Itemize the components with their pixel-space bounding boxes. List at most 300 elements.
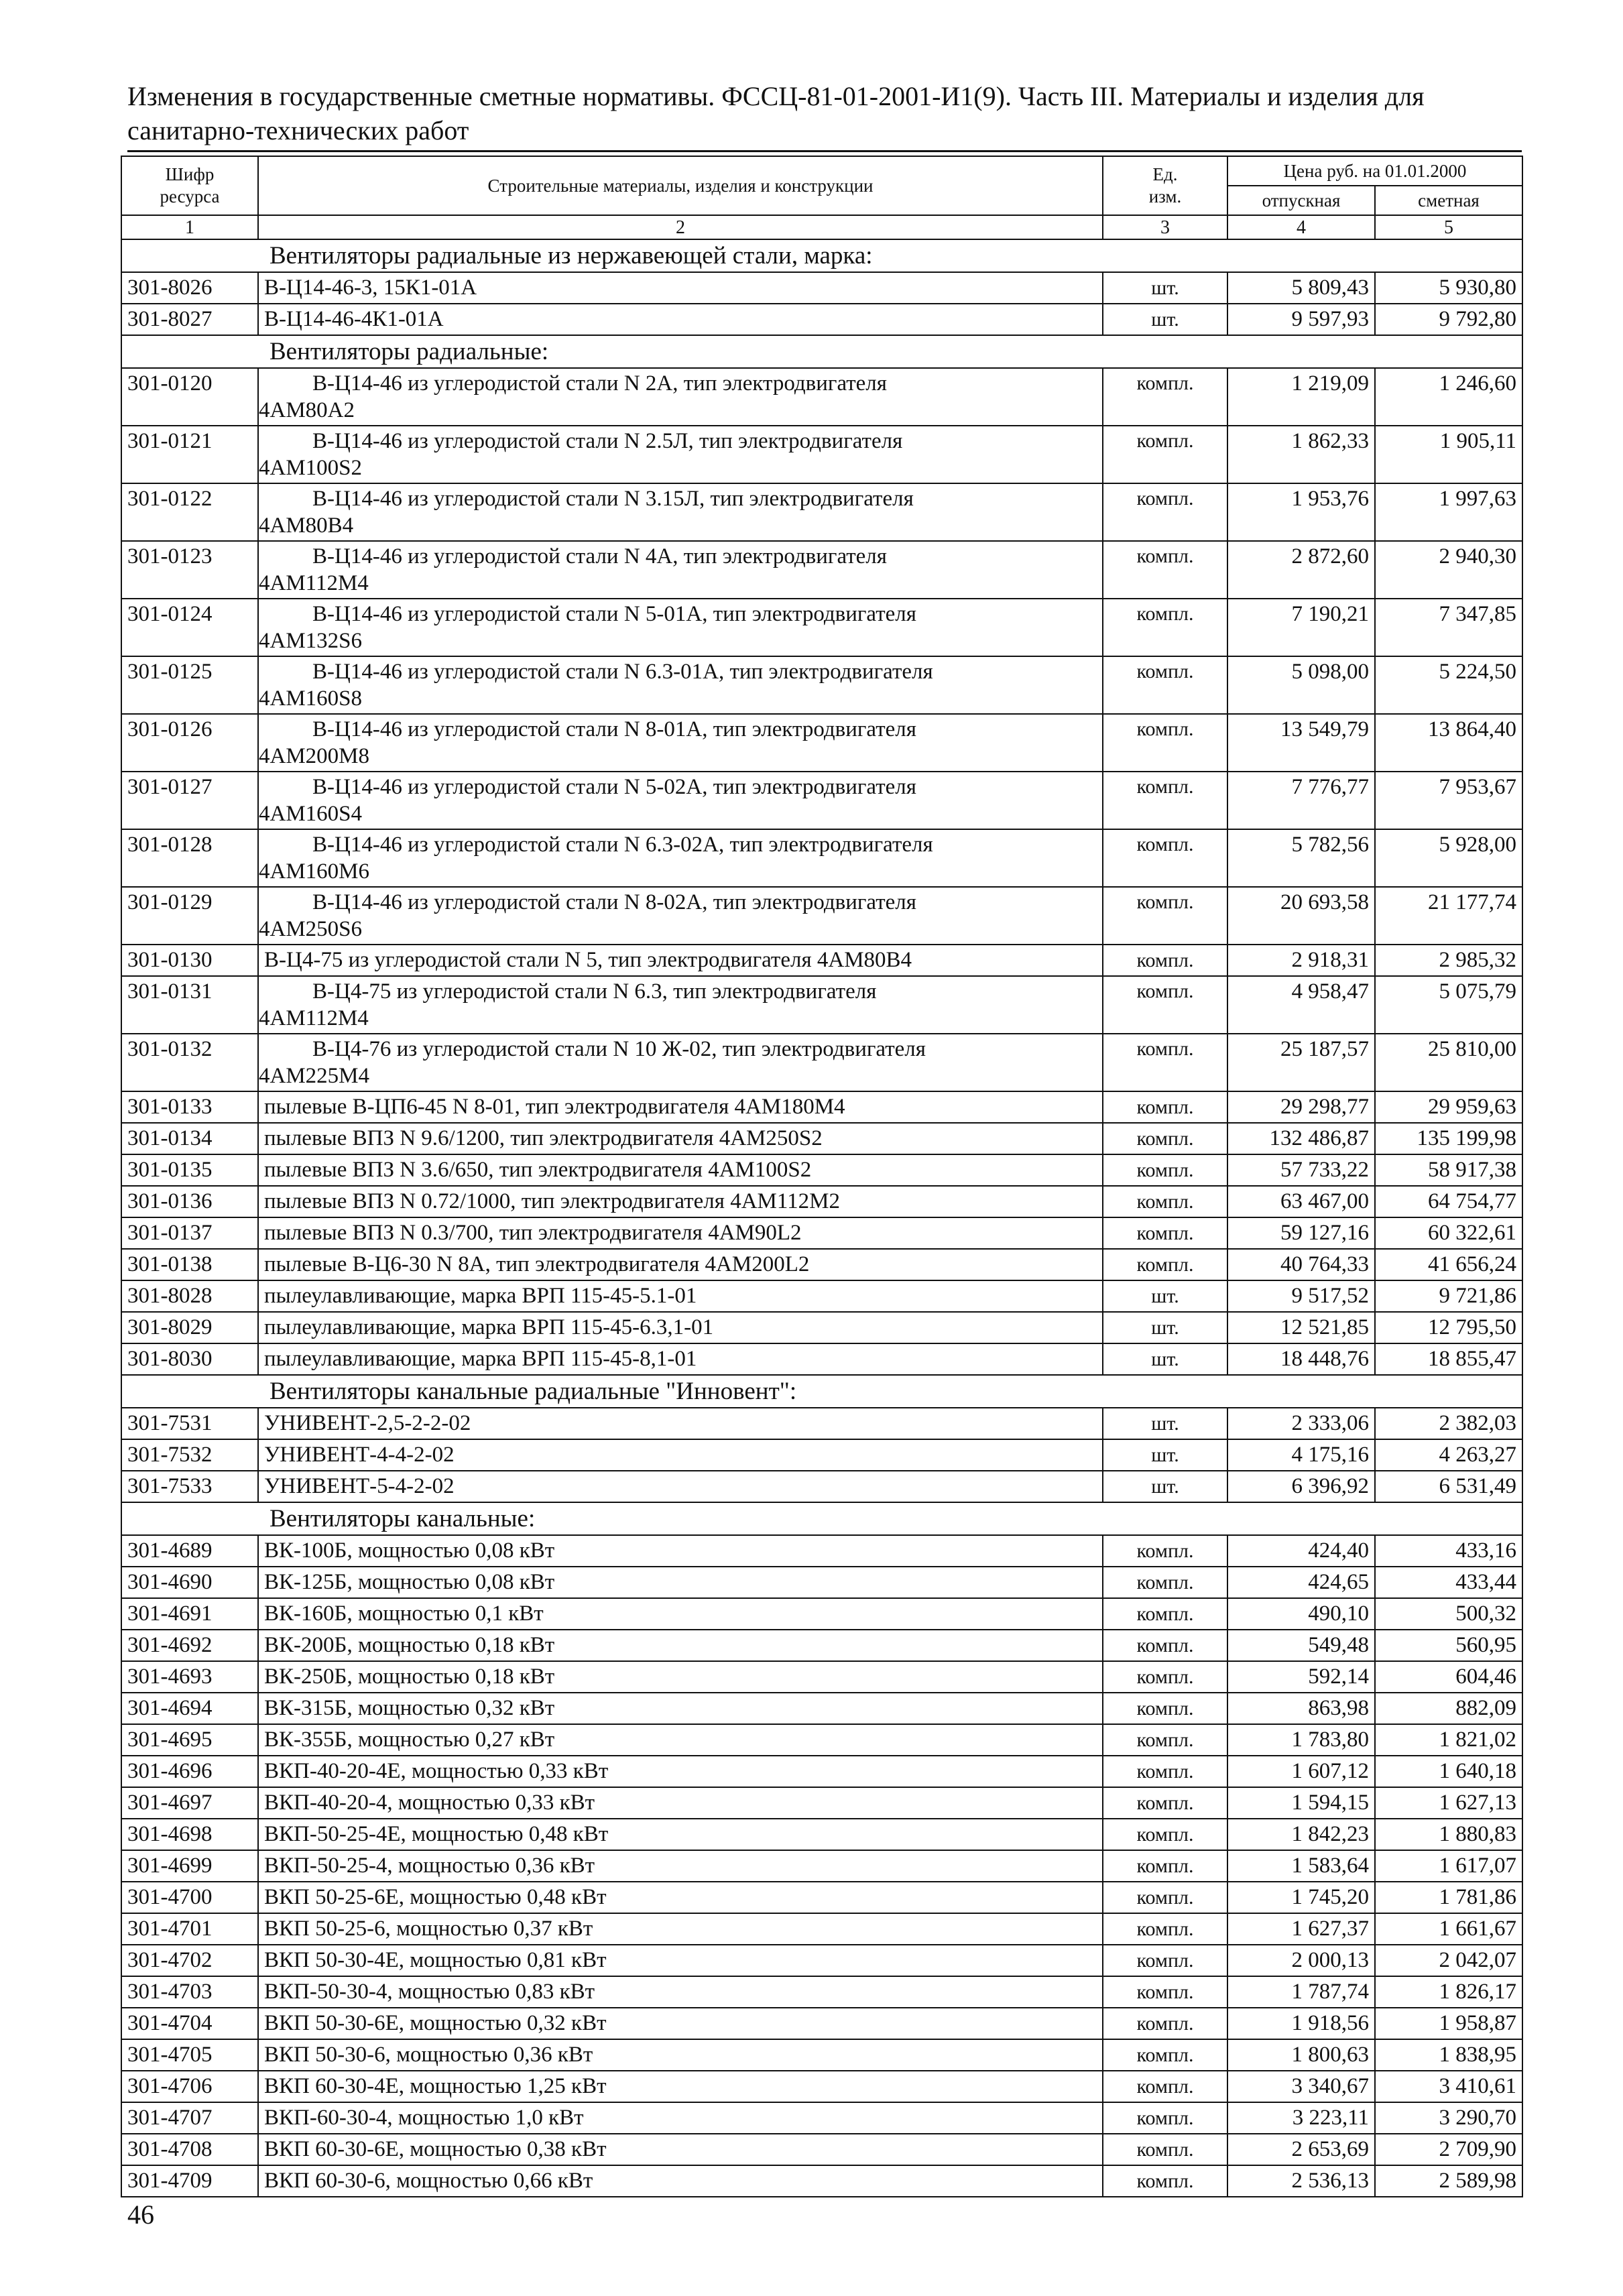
resource-code: 301-0127 (121, 772, 258, 829)
release-price: 2 333,06 (1227, 1408, 1375, 1439)
item-description: ВКП 60-30-6Е, мощностью 0,38 кВт (258, 2134, 1103, 2165)
description-line: В-Ц14-46 из углеродистой стали N 2А, тип электродвигателя (312, 371, 887, 396)
estimate-price: 2 042,07 (1375, 1945, 1522, 1976)
item-description: ВКП-40-20-4, мощностью 0,33 кВт (258, 1787, 1103, 1819)
release-price: 5 782,56 (1227, 829, 1375, 887)
resource-code: 301-0135 (121, 1154, 258, 1186)
item-description (258, 714, 1103, 772)
description-line: В-Ц14-46 из углеродистой стали N 6.3-01А, тип электродвигателя (312, 660, 933, 684)
item-description: ВК-355Б, мощностью 0,27 кВт (258, 1724, 1103, 1756)
unit: компл. (1103, 1598, 1227, 1630)
unit: шт. (1103, 1471, 1227, 1502)
table-row (121, 1312, 1522, 1343)
unit: компл. (1103, 1913, 1227, 1945)
table-row (121, 656, 1522, 714)
release-price: 1 842,23 (1227, 1819, 1375, 1850)
estimate-price: 60 322,61 (1375, 1217, 1522, 1249)
motor-type: 4АМ80А2 (259, 398, 355, 422)
price-table (121, 156, 1523, 2197)
table-row (121, 2008, 1522, 2039)
unit: компл. (1103, 2071, 1227, 2102)
table-row (121, 2134, 1522, 2165)
item-description: ВКП-50-25-4, мощностью 0,36 кВт (258, 1850, 1103, 1882)
resource-code: 301-4708 (121, 2134, 258, 2165)
unit: компл. (1103, 599, 1227, 656)
motor-type: 4АМ200М8 (259, 744, 370, 768)
release-price: 1 800,63 (1227, 2039, 1375, 2071)
resource-code: 301-0136 (121, 1186, 258, 1217)
table-row (121, 483, 1522, 541)
column-number: 5 (1375, 215, 1522, 239)
unit: компл. (1103, 1630, 1227, 1661)
group-heading-row (121, 239, 1522, 272)
item-description: УНИВЕНТ-5-4-2-02 (258, 1471, 1103, 1502)
estimate-price: 5 224,50 (1375, 656, 1522, 714)
resource-code: 301-0124 (121, 599, 258, 656)
item-description: УНИВЕНТ-4-4-2-02 (258, 1439, 1103, 1471)
item-description: ВКП 50-30-6, мощностью 0,36 кВт (258, 2039, 1103, 2071)
item-description: ВКП 60-30-6, мощностью 0,66 кВт (258, 2165, 1103, 2197)
group-heading-row (121, 1375, 1522, 1408)
item-description: пылеулавливающие, марка ВРП 115-45-6.3,1-01 (258, 1312, 1103, 1343)
resource-code: 301-4699 (121, 1850, 258, 1882)
estimate-price: 5 928,00 (1375, 829, 1522, 887)
unit: компл. (1103, 1217, 1227, 1249)
release-price: 5 809,43 (1227, 272, 1375, 304)
release-price: 3 340,67 (1227, 2071, 1375, 2102)
release-price: 490,10 (1227, 1598, 1375, 1630)
unit: компл. (1103, 945, 1227, 976)
table-row (121, 1249, 1522, 1280)
table-row (121, 887, 1522, 945)
table-row (121, 1693, 1522, 1724)
resource-code: 301-0134 (121, 1123, 258, 1154)
resource-code: 301-4693 (121, 1661, 258, 1693)
resource-code: 301-4694 (121, 1693, 258, 1724)
header-line-1: Изменения в государственные сметные нормативы. ФССЦ-81-01-2001-И1(9). Часть III. Материалы и изделия для (127, 81, 1425, 111)
unit: компл. (1103, 1787, 1227, 1819)
estimate-price: 18 855,47 (1375, 1343, 1522, 1375)
item-description (258, 368, 1103, 426)
item-description: ВКП-40-20-4Е, мощностью 0,33 кВт (258, 1756, 1103, 1787)
unit: компл. (1103, 1882, 1227, 1913)
resource-code: 301-4709 (121, 2165, 258, 2197)
estimate-price: 1 246,60 (1375, 368, 1522, 426)
item-description: ВК-250Б, мощностью 0,18 кВт (258, 1661, 1103, 1693)
resource-code: 301-0131 (121, 976, 258, 1034)
release-price: 1 607,12 (1227, 1756, 1375, 1787)
unit: компл. (1103, 1945, 1227, 1976)
release-price: 3 223,11 (1227, 2102, 1375, 2134)
unit: шт. (1103, 304, 1227, 335)
item-description: ВКП 50-25-6, мощностью 0,37 кВт (258, 1913, 1103, 1945)
release-price: 9 597,93 (1227, 304, 1375, 335)
table-row (121, 426, 1522, 483)
item-description: пылевые ВПЗ N 9.6/1200, тип электродвигателя 4АМ250S2 (258, 1123, 1103, 1154)
description-line: В-Ц14-46 из углеродистой стали N 8-02А, тип электродвигателя (312, 890, 916, 914)
release-price: 549,48 (1227, 1630, 1375, 1661)
unit: компл. (1103, 426, 1227, 483)
column-header-price-group: Цена руб. на 01.01.2000 (1227, 156, 1522, 186)
resource-code: 301-8027 (121, 304, 258, 335)
item-description: пылевые В-Ц6-30 N 8А, тип электродвигателя 4АМ200L2 (258, 1249, 1103, 1280)
estimate-price: 1 905,11 (1375, 426, 1522, 483)
release-price: 40 764,33 (1227, 1249, 1375, 1280)
estimate-price: 604,46 (1375, 1661, 1522, 1693)
estimate-price: 58 917,38 (1375, 1154, 1522, 1186)
estimate-price: 7 953,67 (1375, 772, 1522, 829)
item-description: ВК-160Б, мощностью 0,1 кВт (258, 1598, 1103, 1630)
table-row (121, 1186, 1522, 1217)
estimate-price: 9 792,80 (1375, 304, 1522, 335)
unit: компл. (1103, 1567, 1227, 1598)
resource-code: 301-4689 (121, 1535, 258, 1567)
release-price: 9 517,52 (1227, 1280, 1375, 1312)
item-description: пылеулавливающие, марка ВРП 115-45-5.1-01 (258, 1280, 1103, 1312)
unit: шт. (1103, 1408, 1227, 1439)
item-description (258, 541, 1103, 599)
release-price: 6 396,92 (1227, 1471, 1375, 1502)
resource-code: 301-0128 (121, 829, 258, 887)
resource-code: 301-8029 (121, 1312, 258, 1343)
table-row (121, 599, 1522, 656)
table-row (121, 1598, 1522, 1630)
resource-code: 301-0132 (121, 1034, 258, 1091)
item-description: ВКП-60-30-4, мощностью 1,0 кВт (258, 2102, 1103, 2134)
release-price: 29 298,77 (1227, 1091, 1375, 1123)
item-description: В-Ц14-46-4К1-01А (258, 304, 1103, 335)
table-row (121, 2071, 1522, 2102)
table-row (121, 1091, 1522, 1123)
item-description: ВК-200Б, мощностью 0,18 кВт (258, 1630, 1103, 1661)
resource-code: 301-0129 (121, 887, 258, 945)
release-price: 1 583,64 (1227, 1850, 1375, 1882)
description-line: В-Ц14-46 из углеродистой стали N 5-02А, тип электродвигателя (312, 775, 916, 799)
table-row (121, 714, 1522, 772)
estimate-price: 64 754,77 (1375, 1186, 1522, 1217)
release-price: 4 958,47 (1227, 976, 1375, 1034)
estimate-price: 7 347,85 (1375, 599, 1522, 656)
estimate-price: 9 721,86 (1375, 1280, 1522, 1312)
estimate-price: 3 410,61 (1375, 2071, 1522, 2102)
estimate-price: 2 382,03 (1375, 1408, 1522, 1439)
unit: компл. (1103, 1091, 1227, 1123)
release-price: 2 653,69 (1227, 2134, 1375, 2165)
table-row (121, 1471, 1522, 1502)
column-header-name: Строительные материалы, изделия и конструкции (258, 156, 1103, 215)
item-description: ВК-100Б, мощностью 0,08 кВт (258, 1535, 1103, 1567)
table-row (121, 772, 1522, 829)
release-price: 132 486,87 (1227, 1123, 1375, 1154)
release-price: 7 776,77 (1227, 772, 1375, 829)
resource-code: 301-7532 (121, 1439, 258, 1471)
unit: компл. (1103, 772, 1227, 829)
description-line: В-Ц14-46 из углеродистой стали N 5-01А, тип электродвигателя (312, 602, 916, 626)
motor-type: 4АМ132S6 (259, 629, 363, 653)
table-row (121, 1882, 1522, 1913)
table-row (121, 2102, 1522, 2134)
release-price: 59 127,16 (1227, 1217, 1375, 1249)
table-row (121, 368, 1522, 426)
item-description: ВКП 60-30-4Е, мощностью 1,25 кВт (258, 2071, 1103, 2102)
resource-code: 301-8026 (121, 272, 258, 304)
table-row (121, 945, 1522, 976)
item-description: ВКП-50-25-4Е, мощностью 0,48 кВт (258, 1819, 1103, 1850)
motor-type: 4АМ80В4 (259, 513, 354, 538)
estimate-price: 21 177,74 (1375, 887, 1522, 945)
estimate-price: 6 531,49 (1375, 1471, 1522, 1502)
resource-code: 301-0120 (121, 368, 258, 426)
estimate-price: 1 661,67 (1375, 1913, 1522, 1945)
column-number: 1 (121, 215, 258, 239)
release-price: 4 175,16 (1227, 1439, 1375, 1471)
group-title: Вентиляторы радиальные из нержавеющей стали, марка: (121, 239, 1522, 272)
item-description (258, 599, 1103, 656)
motor-type: 4АМ225М4 (259, 1064, 370, 1088)
motor-type: 4АМ160М6 (259, 859, 370, 884)
table-row (121, 272, 1522, 304)
table-row (121, 1535, 1522, 1567)
description-line: В-Ц14-46 из углеродистой стали N 2.5Л, тип электродвигателя (312, 429, 903, 453)
release-price: 1 953,76 (1227, 483, 1375, 541)
page-number: 46 (127, 2199, 154, 2230)
column-number-row (121, 215, 1522, 239)
estimate-price: 41 656,24 (1375, 1249, 1522, 1280)
estimate-price: 1 880,83 (1375, 1819, 1522, 1850)
table-row (121, 976, 1522, 1034)
resource-code: 301-4701 (121, 1913, 258, 1945)
column-header-estimate-price: сметная (1375, 186, 1522, 215)
unit: компл. (1103, 976, 1227, 1034)
table-row (121, 1945, 1522, 1976)
table-row (121, 1787, 1522, 1819)
item-description: ВКП 50-30-4Е, мощностью 0,81 кВт (258, 1945, 1103, 1976)
motor-type: 4АМ100S2 (259, 456, 363, 480)
release-price: 424,65 (1227, 1567, 1375, 1598)
unit: компл. (1103, 1850, 1227, 1882)
item-description (258, 772, 1103, 829)
estimate-price: 882,09 (1375, 1693, 1522, 1724)
item-description: ВК-315Б, мощностью 0,32 кВт (258, 1693, 1103, 1724)
motor-type: 4АМ160S4 (259, 802, 363, 826)
release-price: 2 000,13 (1227, 1945, 1375, 1976)
item-description (258, 483, 1103, 541)
estimate-price: 2 940,30 (1375, 541, 1522, 599)
estimate-price: 1 958,87 (1375, 2008, 1522, 2039)
item-description (258, 656, 1103, 714)
resource-code: 301-4696 (121, 1756, 258, 1787)
motor-type: 4АМ250S6 (259, 917, 363, 941)
motor-type: 4АМ160S8 (259, 686, 363, 711)
resource-code: 301-0122 (121, 483, 258, 541)
resource-code: 301-0125 (121, 656, 258, 714)
table-row (121, 1850, 1522, 1882)
resource-code: 301-0121 (121, 426, 258, 483)
unit: компл. (1103, 541, 1227, 599)
unit: компл. (1103, 887, 1227, 945)
unit: компл. (1103, 1976, 1227, 2008)
table-row (121, 541, 1522, 599)
group-title: Вентиляторы канальные радиальные "Инновент": (121, 1375, 1522, 1408)
table-row (121, 1630, 1522, 1661)
table-row (121, 1154, 1522, 1186)
unit: компл. (1103, 656, 1227, 714)
item-description: ВКП-50-30-4, мощностью 0,83 кВт (258, 1976, 1103, 2008)
release-price: 1 783,80 (1227, 1724, 1375, 1756)
resource-code: 301-4706 (121, 2071, 258, 2102)
estimate-price: 1 821,02 (1375, 1724, 1522, 1756)
resource-code: 301-0137 (121, 1217, 258, 1249)
release-price: 863,98 (1227, 1693, 1375, 1724)
item-description: ВКП 50-30-6Е, мощностью 0,32 кВт (258, 2008, 1103, 2039)
release-price: 1 745,20 (1227, 1882, 1375, 1913)
resource-code: 301-0130 (121, 945, 258, 976)
description-line: В-Ц14-46 из углеродистой стали N 3.15Л, тип электродвигателя (312, 487, 914, 511)
item-description: пылевые В-ЦП6-45 N 8-01, тип электродвигателя 4АМ180М4 (258, 1091, 1103, 1123)
resource-code: 301-8030 (121, 1343, 258, 1375)
estimate-price: 29 959,63 (1375, 1091, 1522, 1123)
estimate-price: 1 640,18 (1375, 1756, 1522, 1787)
unit: компл. (1103, 1154, 1227, 1186)
column-header-code: Шифр ресурса (121, 156, 258, 215)
unit: компл. (1103, 1819, 1227, 1850)
group-title: Вентиляторы канальные: (121, 1502, 1522, 1535)
table-row (121, 1439, 1522, 1471)
item-description: УНИВЕНТ-2,5-2-2-02 (258, 1408, 1103, 1439)
document-header (127, 79, 1522, 152)
motor-type: 4АМ112М4 (259, 571, 369, 595)
item-description: пылевые ВПЗ N 3.6/650, тип электродвигателя 4АМ100S2 (258, 1154, 1103, 1186)
release-price: 57 733,22 (1227, 1154, 1375, 1186)
estimate-price: 560,95 (1375, 1630, 1522, 1661)
unit: шт. (1103, 1439, 1227, 1471)
column-number: 3 (1103, 215, 1227, 239)
table-row (121, 1217, 1522, 1249)
column-number: 4 (1227, 215, 1375, 239)
release-price: 1 594,15 (1227, 1787, 1375, 1819)
estimate-price: 13 864,40 (1375, 714, 1522, 772)
estimate-price: 5 930,80 (1375, 272, 1522, 304)
release-price: 63 467,00 (1227, 1186, 1375, 1217)
release-price: 1 862,33 (1227, 426, 1375, 483)
resource-code: 301-7531 (121, 1408, 258, 1439)
estimate-price: 1 826,17 (1375, 1976, 1522, 2008)
unit: компл. (1103, 1186, 1227, 1217)
table-row (121, 1724, 1522, 1756)
estimate-price: 12 795,50 (1375, 1312, 1522, 1343)
resource-code: 301-8028 (121, 1280, 258, 1312)
resource-code: 301-4692 (121, 1630, 258, 1661)
estimate-price: 4 263,27 (1375, 1439, 1522, 1471)
unit: компл. (1103, 2134, 1227, 2165)
table-row (121, 1343, 1522, 1375)
unit: шт. (1103, 1280, 1227, 1312)
unit: компл. (1103, 714, 1227, 772)
column-header-unit: Ед. изм. (1103, 156, 1227, 215)
item-description: В-Ц4-75 из углеродистой стали N 5, тип электродвигателя 4АМ80В4 (258, 945, 1103, 976)
description-line: В-Ц14-46 из углеродистой стали N 6.3-02А, тип электродвигателя (312, 833, 933, 857)
table-body (121, 239, 1522, 2197)
item-description: ВК-125Б, мощностью 0,08 кВт (258, 1567, 1103, 1598)
resource-code: 301-4695 (121, 1724, 258, 1756)
unit: компл. (1103, 2102, 1227, 2134)
table-row (121, 1913, 1522, 1945)
unit: компл. (1103, 1756, 1227, 1787)
estimate-price: 135 199,98 (1375, 1123, 1522, 1154)
unit: шт. (1103, 1343, 1227, 1375)
column-header-release-price: отпускная (1227, 186, 1375, 215)
release-price: 13 549,79 (1227, 714, 1375, 772)
item-description (258, 976, 1103, 1034)
release-price: 25 187,57 (1227, 1034, 1375, 1091)
group-heading-row (121, 335, 1522, 368)
estimate-price: 2 589,98 (1375, 2165, 1522, 2197)
description-line: В-Ц14-46 из углеродистой стали N 8-01А, тип электродвигателя (312, 717, 916, 741)
resource-code: 301-0123 (121, 541, 258, 599)
group-title: Вентиляторы радиальные: (121, 335, 1522, 368)
unit: компл. (1103, 829, 1227, 887)
estimate-price: 433,44 (1375, 1567, 1522, 1598)
resource-code: 301-4707 (121, 2102, 258, 2134)
resource-code: 301-7533 (121, 1471, 258, 1502)
group-heading-row (121, 1502, 1522, 1535)
estimate-price: 3 290,70 (1375, 2102, 1522, 2134)
unit: компл. (1103, 2039, 1227, 2071)
item-description (258, 1034, 1103, 1091)
unit: компл. (1103, 368, 1227, 426)
unit: компл. (1103, 1693, 1227, 1724)
resource-code: 301-4697 (121, 1787, 258, 1819)
resource-code: 301-4704 (121, 2008, 258, 2039)
unit: компл. (1103, 483, 1227, 541)
table-header-row (121, 156, 1522, 186)
table-row (121, 1819, 1522, 1850)
table-row (121, 1661, 1522, 1693)
resource-code: 301-4691 (121, 1598, 258, 1630)
estimate-price: 1 997,63 (1375, 483, 1522, 541)
unit: компл. (1103, 1123, 1227, 1154)
release-price: 592,14 (1227, 1661, 1375, 1693)
release-price: 2 536,13 (1227, 2165, 1375, 2197)
unit: компл. (1103, 1535, 1227, 1567)
unit: компл. (1103, 1661, 1227, 1693)
description-line: В-Ц4-76 из углеродистой стали N 10 Ж-02, тип электродвигателя (312, 1037, 926, 1061)
table-row (121, 1123, 1522, 1154)
item-description: ВКП 50-25-6Е, мощностью 0,48 кВт (258, 1882, 1103, 1913)
column-number: 2 (258, 215, 1103, 239)
resource-code: 301-0133 (121, 1091, 258, 1123)
estimate-price: 433,16 (1375, 1535, 1522, 1567)
estimate-price: 1 617,07 (1375, 1850, 1522, 1882)
description-line: В-Ц4-75 из углеродистой стали N 6.3, тип электродвигателя (312, 979, 877, 1004)
estimate-price: 2 709,90 (1375, 2134, 1522, 2165)
table-row (121, 829, 1522, 887)
table-row (121, 1034, 1522, 1091)
resource-code: 301-4702 (121, 1945, 258, 1976)
release-price: 1 627,37 (1227, 1913, 1375, 1945)
release-price: 18 448,76 (1227, 1343, 1375, 1375)
table-row (121, 1567, 1522, 1598)
resource-code: 301-4700 (121, 1882, 258, 1913)
resource-code: 301-4690 (121, 1567, 258, 1598)
estimate-price: 500,32 (1375, 1598, 1522, 1630)
release-price: 5 098,00 (1227, 656, 1375, 714)
item-description (258, 887, 1103, 945)
item-description (258, 829, 1103, 887)
estimate-price: 1 838,95 (1375, 2039, 1522, 2071)
table-row (121, 2039, 1522, 2071)
resource-code: 301-4703 (121, 1976, 258, 2008)
